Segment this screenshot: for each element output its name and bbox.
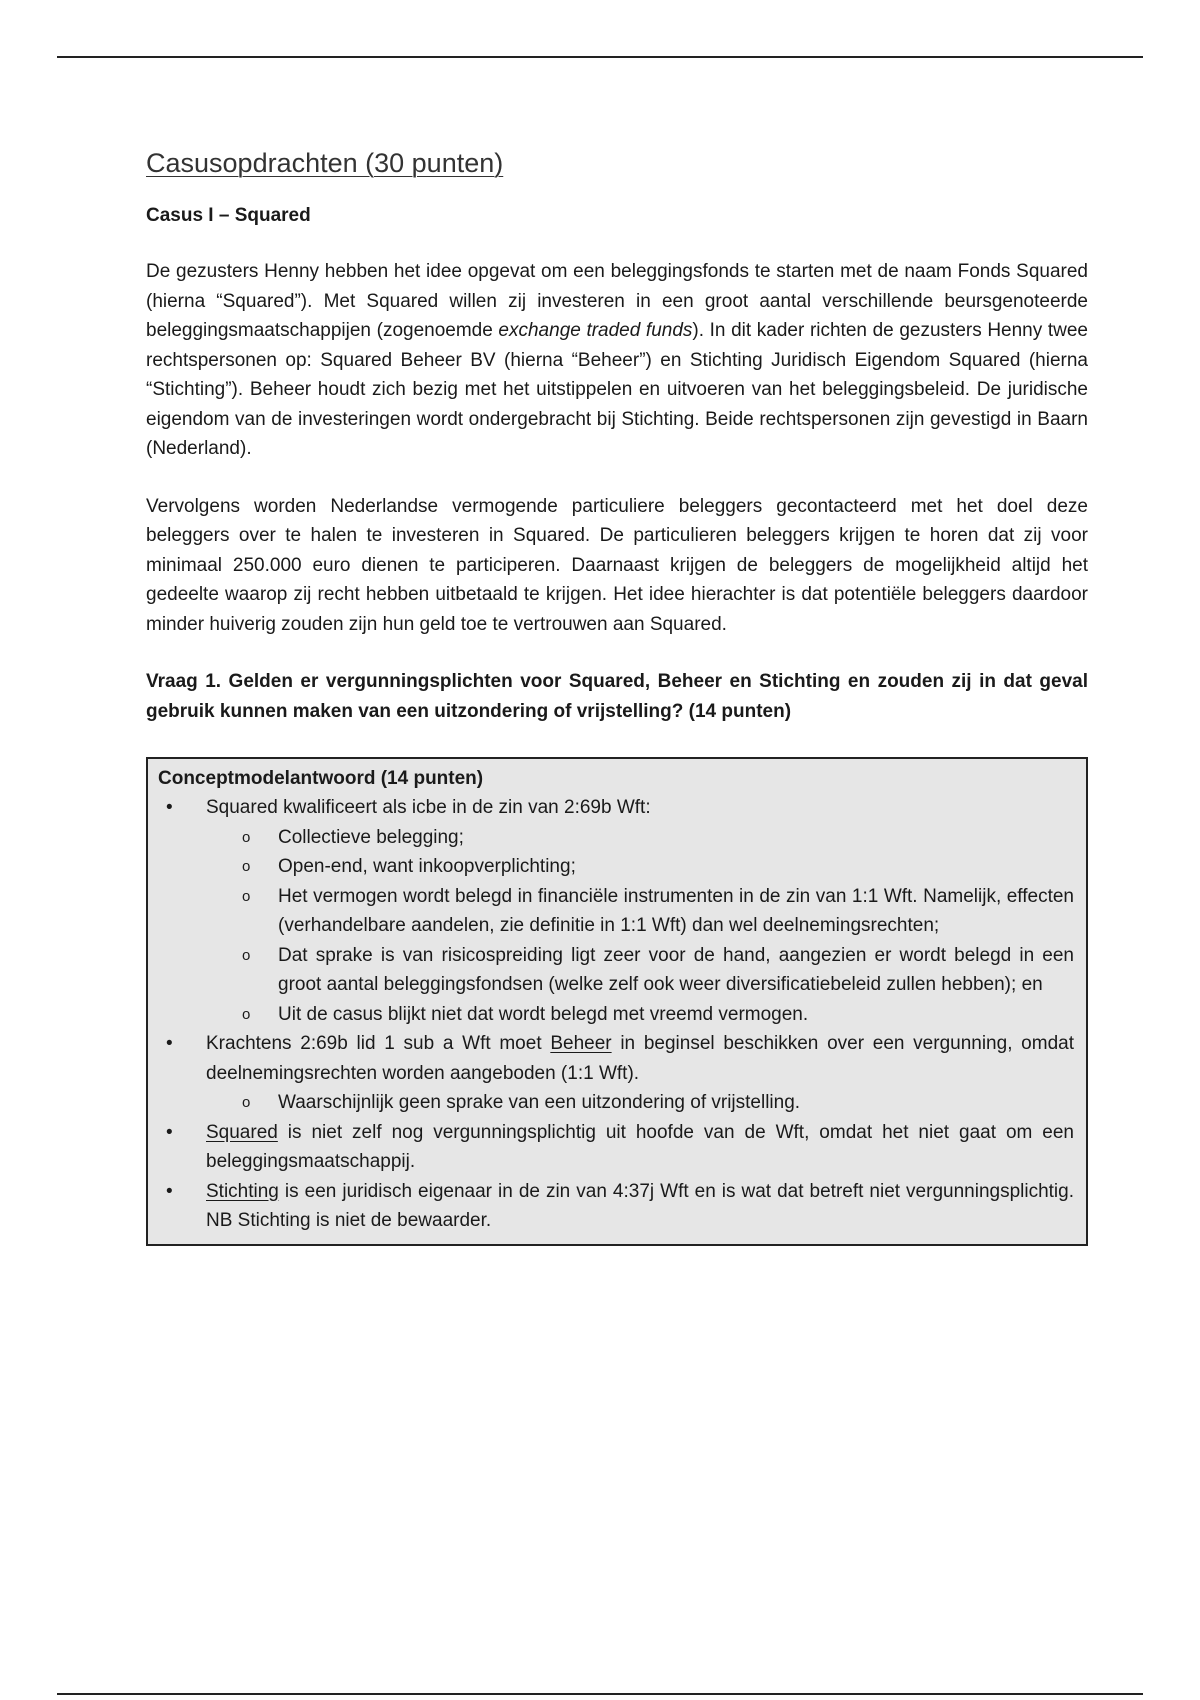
- sub-bullet-icon: o: [242, 858, 251, 875]
- answer-item-text: is niet zelf nog vergunningsplichtig uit hoofde van de Wft, omdat het niet gaat om een beleggingsmaatschappij.: [206, 1121, 1074, 1172]
- header-rule: [57, 56, 1143, 58]
- case-paragraph-2: Vervolgens worden Nederlandse vermogende particuliere beleggers gecontacteerd met het doel deze beleggers over te halen te investeren in Squared. De particulieren beleggers krijgen te horen dat zij voor minimaal 250.000 euro dienen te participeren. Daarnaast krijgen de beleggers de mogelijkheid altijd het gedeelte waarop zij recht hebben uitbetaald te krijgen. Het idee hierachter is dat potentiële beleggers daardoor minder huiverig zouden zijn hun geld toe te vertrouwen aan Squared.: [146, 495, 1088, 635]
- sub-bullet-icon: o: [242, 1005, 251, 1023]
- answer-subitem-text: Waarschijnlijk geen sprake van een uitzondering of vrijstelling.: [278, 1092, 801, 1113]
- answer-subitem-text: Het vermogen wordt belegd in financiële instrumenten in de zin van 1:1 Wft. Namelijk, effecten (verhandelbare aandelen, zie definitie in 1:1 Wft) dan wel deelnemingsrechten;: [278, 885, 1074, 936]
- answer-subitem-text: Dat sprake is van risicospreiding ligt zeer voor de hand, aangezien er wordt belegd in een groot aantal beleggingsfondsen (welke zelf ook weer diversificatiebeleid zullen hebben); en: [278, 944, 1074, 995]
- sub-bullet-icon: o: [242, 946, 251, 964]
- underlined-term: Squared: [206, 1121, 278, 1143]
- answer-item-text: Squared kwalificeert als icbe in de zin van 2:69b Wft:: [206, 797, 651, 818]
- bullet-icon: •: [166, 1121, 173, 1143]
- sub-bullet-icon: o: [242, 887, 251, 905]
- sub-bullet-icon: o: [242, 828, 251, 846]
- answer-subitem: [206, 882, 1074, 941]
- paragraph-1-italic: exchange traded funds: [498, 320, 693, 341]
- answer-item-text: Krachtens 2:69b lid 1 sub a Wft moet: [206, 1033, 551, 1054]
- model-answer-heading: Conceptmodelantwoord (14 punten): [158, 768, 484, 789]
- answer-subitem-text: Uit de casus blijkt niet dat wordt belegd met vreemd vermogen.: [278, 1003, 809, 1025]
- answer-item-text: is een juridisch eigenaar in de zin van 4:37j Wft en is wat dat betreft niet vergunningsplichtig. NB Stichting is niet de bewaarder.: [206, 1180, 1074, 1231]
- answer-subitem: [206, 852, 1074, 882]
- bullet-icon: •: [166, 1033, 173, 1054]
- bullet-icon: •: [166, 797, 173, 818]
- answer-subitem-text: Open-end, want inkoopverplichting;: [278, 856, 576, 877]
- answer-subitem-text: Collectieve belegging;: [278, 826, 464, 848]
- answer-subitem: [206, 823, 1074, 853]
- answer-sublist: [206, 823, 1074, 1030]
- paragraph-1-text-a: De gezusters Henny hebben het idee opgevat om een beleggingsfonds te starten met de naam Fonds Squared (hierna “Squared”). Met Squared willen zij investeren in een groot aantal verschillende beursgenoteerde beleggingsmaatschappijen (zogenoemde: [146, 261, 1088, 341]
- answer-list: [158, 793, 1074, 1236]
- answer-item-squared: [158, 1118, 1074, 1177]
- question-1: Vraag 1. Gelden er vergunningsplichten voor Squared, Beheer en Stichting en zouden zij in dat geval gebruik kunnen maken van een uitzondering of vrijstelling? (14 punten): [146, 671, 1088, 722]
- answer-subitem: [206, 941, 1074, 1000]
- document-page: [146, 148, 1088, 1246]
- bullet-icon: •: [166, 1180, 173, 1202]
- paragraph-1-text-b: ). In dit kader richten de gezusters Henny twee rechtspersonen op: Squared Beheer BV (hierna “Beheer”) en Stichting Juridisch Eigendom Squared (hierna “Stichting”). Beheer houdt zich bezig met het uitstippelen en uitvoeren van het beleggingsbeleid. De juridische eigendom van de investeringen wordt ondergebracht bij Stichting. Beide rechtspersonen zijn gevestigd in Baarn (Nederland).: [146, 320, 1088, 459]
- footer-rule: [57, 1693, 1143, 1695]
- section-title: Casusopdrachten (30 punten): [146, 148, 504, 178]
- model-answer-box: [146, 757, 1088, 1246]
- answer-item-stichting: [158, 1177, 1074, 1236]
- case-paragraph-1: [146, 257, 1088, 464]
- answer-subitem: [206, 1088, 1074, 1118]
- answer-item-beheer: [158, 1029, 1074, 1118]
- underlined-term: Stichting: [206, 1180, 279, 1202]
- answer-item-squared-icbe: [158, 793, 1074, 1029]
- answer-item-text: in beginsel beschikken over een vergunning, omdat deelnemingsrechten worden aangeboden (1:1 Wft).: [206, 1033, 1074, 1084]
- answer-subitem: [206, 1000, 1074, 1030]
- case-heading: Casus I – Squared: [146, 205, 311, 226]
- answer-sublist: [206, 1088, 1074, 1118]
- underlined-term: Beheer: [550, 1033, 612, 1054]
- sub-bullet-icon: o: [242, 1094, 251, 1111]
